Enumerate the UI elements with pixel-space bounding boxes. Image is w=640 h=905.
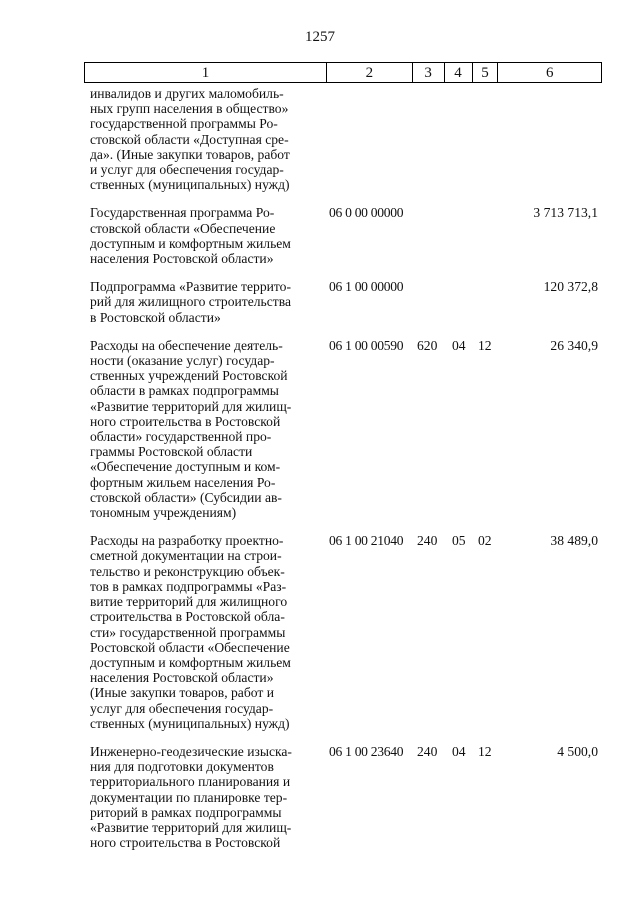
- page-number: 1257: [305, 29, 335, 45]
- row-section: 04: [452, 337, 466, 353]
- row-expense-type: 620: [417, 337, 438, 353]
- row-section: 04: [452, 743, 466, 759]
- row-target-code: 06 1 00 00590: [329, 337, 404, 353]
- budget-table-body: [90, 86, 598, 863]
- header-col-1: 1: [85, 63, 327, 82]
- row-subsection: 12: [478, 743, 492, 759]
- row-target-code: 06 0 00 00000: [329, 205, 404, 221]
- table-row: [90, 86, 598, 192]
- row-expense-type: 240: [417, 533, 438, 549]
- header-col-6: 6: [545, 65, 554, 81]
- row-description: Государственная программа Ро- стовской области «Обеспечение доступным и комфортным жильем населения Ростовской области»: [90, 205, 291, 267]
- row-amount: 38 489,0: [550, 533, 598, 549]
- row-subsection: 02: [478, 533, 492, 549]
- table-row: [90, 279, 598, 325]
- row-amount: 26 340,9: [550, 337, 598, 353]
- row-target-code: 06 1 00 21040: [329, 533, 404, 549]
- table-header: [84, 62, 602, 83]
- row-description: Расходы на разработку проектно- сметной документации на строи- тельство и реконструкцию объек- тов в рамках подпрограммы «Раз- витие территорий для жилищного строительства в Ростовской обла- сти» государственной программы Ростовской области «Обеспечение доступным и комфортным жильем населения Ростовской области» (Иные закупки товаров, работ и услуг для обеспечения государ- ственных (муниципальных) нужд): [90, 533, 291, 731]
- header-col-4: 4: [445, 63, 473, 82]
- row-amount: 120 372,8: [543, 279, 598, 295]
- row-section: 05: [452, 533, 466, 549]
- table-row: [90, 205, 598, 266]
- table-row: [90, 533, 598, 731]
- row-amount: 3 713 713,1: [533, 205, 598, 221]
- row-description: Расходы на обеспечение деятель- ности (оказание услуг) государ- ственных учреждений Ростовской области в рамках подпрограммы «Развитие территорий для жилищ- ного строительства в Ростовской области» государственной про- граммы Ростовской области «Обеспечение доступным и ком- фортным жильем населения Ро- стовской области» (Субсидии ав- тономным учреждениям): [90, 337, 292, 521]
- header-col-5: 5: [473, 63, 499, 82]
- table-row: [90, 338, 598, 520]
- row-expense-type: 240: [417, 743, 438, 759]
- header-col-3: 3: [413, 63, 445, 82]
- row-subsection: 12: [478, 337, 492, 353]
- table-row: [90, 744, 598, 850]
- header-col-2: 2: [327, 63, 413, 82]
- row-description: Инженерно-геодезические изыска- ния для подготовки документов территориального планирования и документации по планировке тер- риторий в рамках подпрограммы «Развитие территорий для жилищ- ного строительства в Ростовской: [90, 743, 292, 851]
- row-target-code: 06 1 00 00000: [329, 279, 404, 295]
- row-description: Подпрограмма «Развитие террито- рий для жилищного строительства в Ростовской области»: [90, 279, 292, 325]
- row-target-code: 06 1 00 23640: [329, 743, 404, 759]
- row-amount: 4 500,0: [557, 743, 598, 759]
- row-description: инвалидов и других маломобиль- ных групп населения в общество» государственной программы Ро- стовской области «Доступная сре- да». (Иные закупки товаров, работ и услуг для обеспечения государ- ственных (муниципальных) нужд): [90, 86, 290, 193]
